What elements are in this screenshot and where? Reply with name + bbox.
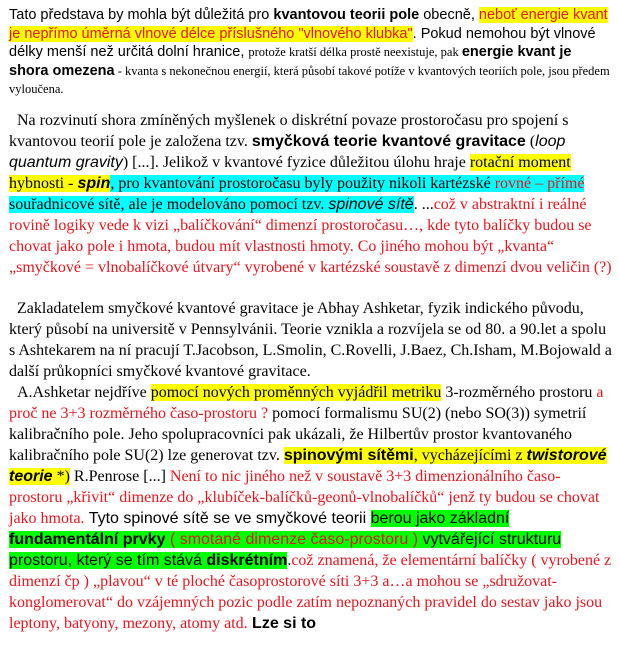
highlighted-red-text: ( smotané dimenze časo-prostoru ) xyxy=(165,531,419,548)
text-run: ) [...]. Jelikož v kvantové fyzice důležitou úlohu hraje xyxy=(122,154,470,171)
text-run: . xyxy=(287,552,292,569)
highlighted-term-twistor-theory: twistorové teorie xyxy=(9,447,607,485)
text-run: 3-rozměrného prostoru xyxy=(441,384,597,401)
highlighted-text: rotační moment hybnosti - xyxy=(9,154,571,192)
highlighted-text: *) xyxy=(52,468,70,485)
text-run: pomocí formalismu SU(2) (nebo SO(3)) symetrií kalibračního pole. Jeho spolupracovníci pak ukázali, že Hilbertův prostor kvantovaného kalibračního pole SU(2) lze generovat tzv. xyxy=(9,405,587,464)
paragraph-loop-gravity xyxy=(9,110,613,278)
bold-term-loop-quantum-gravity: smyčková teorie kvantové gravitace xyxy=(251,133,526,150)
text-run: obecně, xyxy=(419,7,479,23)
italic-term-english: loop quantum gravity xyxy=(9,133,566,171)
text-run: R.Penrose [...] xyxy=(69,468,170,485)
text-run: Tato představa by mohla být důležitá pro xyxy=(9,7,274,23)
red-commentary: což znamená, že elementární balíčky ( vyrobené z dimenzí čp ) „plavou“ v té ploché časoprostorové síti 3+3 a…a mohou se „sdružovat-konglomerovat“ do vzájemných pozic podle zatím nepoznaných pravidel do sestav jako jsou leptony, batyony, mezony, atomy atd. xyxy=(9,552,612,632)
text-run: ( xyxy=(525,133,536,150)
highlighted-cyan-text: , pro kvantování prostoročasu byly použity nikoli kartézské xyxy=(110,175,495,192)
text-run: . Pokud nemohou být vlnové délky menší než určitá dolní hranice, xyxy=(9,25,596,60)
red-commentary: a proč ne 3+3 rozměrného časo-prostoru ? xyxy=(9,384,604,422)
highlighted-green-text: berou jako základní xyxy=(370,510,510,527)
highlighted-red-text: rovné – přímé xyxy=(494,175,585,192)
highlighted-term-spin: spin xyxy=(77,175,111,192)
paragraph-intro xyxy=(9,6,613,99)
highlighted-term-discrete: diskrétním xyxy=(206,552,288,569)
red-commentary: Není to nic jiného než v soustavě 3+3 dimenzionálního časo-prostoru „křivit“ dimenze do „klubíček-balíčků-geonů-vlnobalíčků“ jenž ty budou se chovat jako hmota. xyxy=(9,468,600,527)
highlighted-term-spin-networks: spinovými sítěmi xyxy=(283,447,414,464)
highlighted-cyan-text: souřadnicové sítě, ale je modelováno pomocí tzv. xyxy=(9,196,329,213)
highlighted-green-text: vytvářející strukturu prostoru, který se tím stává xyxy=(9,531,562,569)
text-run-serif: protože kratší délka prostě neexistuje, pak xyxy=(248,45,462,59)
text-run-serif: - kvanta s nekonečnou energií, která působí takové potíže v kvantových teoriích pole, jsou předem vyloučena. xyxy=(9,63,610,96)
red-commentary: což v abstraktní i reálné rovině logiky vede k vizi „balíčkování“ dimenzí prostoročasu…, kde tyto balíčky budou se chovat jako pole i hmota, budou mít vlastnosti hmoty. Co jiného mohou být „kvanta“ „smyčkové = vlnobalíčkové útvary“ vyrobené v kartézské soustavě z dimenzí dvou veličin (?) xyxy=(9,196,612,276)
highlighted-red-text: neboť energie kvant je nepřímo úměrná vlnové délce příslušného "vlnového klubka" xyxy=(9,7,608,42)
text-run-sans: Tyto spinové sítě se ve smyčkové teorii xyxy=(84,510,371,527)
paragraph-founder xyxy=(9,298,613,382)
text-run: Zakladatelem smyčkové kvantové gravitace je Abhay Ashketar, fyzik indického původu, který působí na universitě v Pennsylvánii. Teorie vznikla a rozvíjela se od 80. a 90.let a spolu s Ashtekarem na ní pracují T.Jacobson, L.Smolin, C.Rovelli, J.Baez, Ch.Isham, M.Bojowald a další průkopníci smyčkové kvantové gravitace. xyxy=(9,300,612,380)
highlighted-term-spin-networks: spinové sítě xyxy=(328,196,414,213)
text-run: Na rozvinutí shora zmíněných myšlenek o diskrétní povaze prostoročasu pro spojení s kvantovou teorií pole je založena tzv. xyxy=(9,112,569,150)
text-run: A.Ashketar nejdříve xyxy=(17,384,151,401)
highlighted-term-fundamental-elements: fundamentální prvky xyxy=(9,531,166,548)
highlighted-text: pomocí nových proměnných vyjádřil metriku xyxy=(150,384,442,401)
highlighted-text: , vycházejícími z xyxy=(413,447,527,464)
bold-term-quantum-field-theory: kvantovou teorii pole xyxy=(273,7,420,23)
bold-term-energy-bounded: energie kvant je shora omezena xyxy=(9,44,572,79)
text-run: . ... xyxy=(413,196,434,213)
text-run-sans: Lze si to xyxy=(247,615,317,632)
paragraph-ashtekar xyxy=(9,382,613,634)
